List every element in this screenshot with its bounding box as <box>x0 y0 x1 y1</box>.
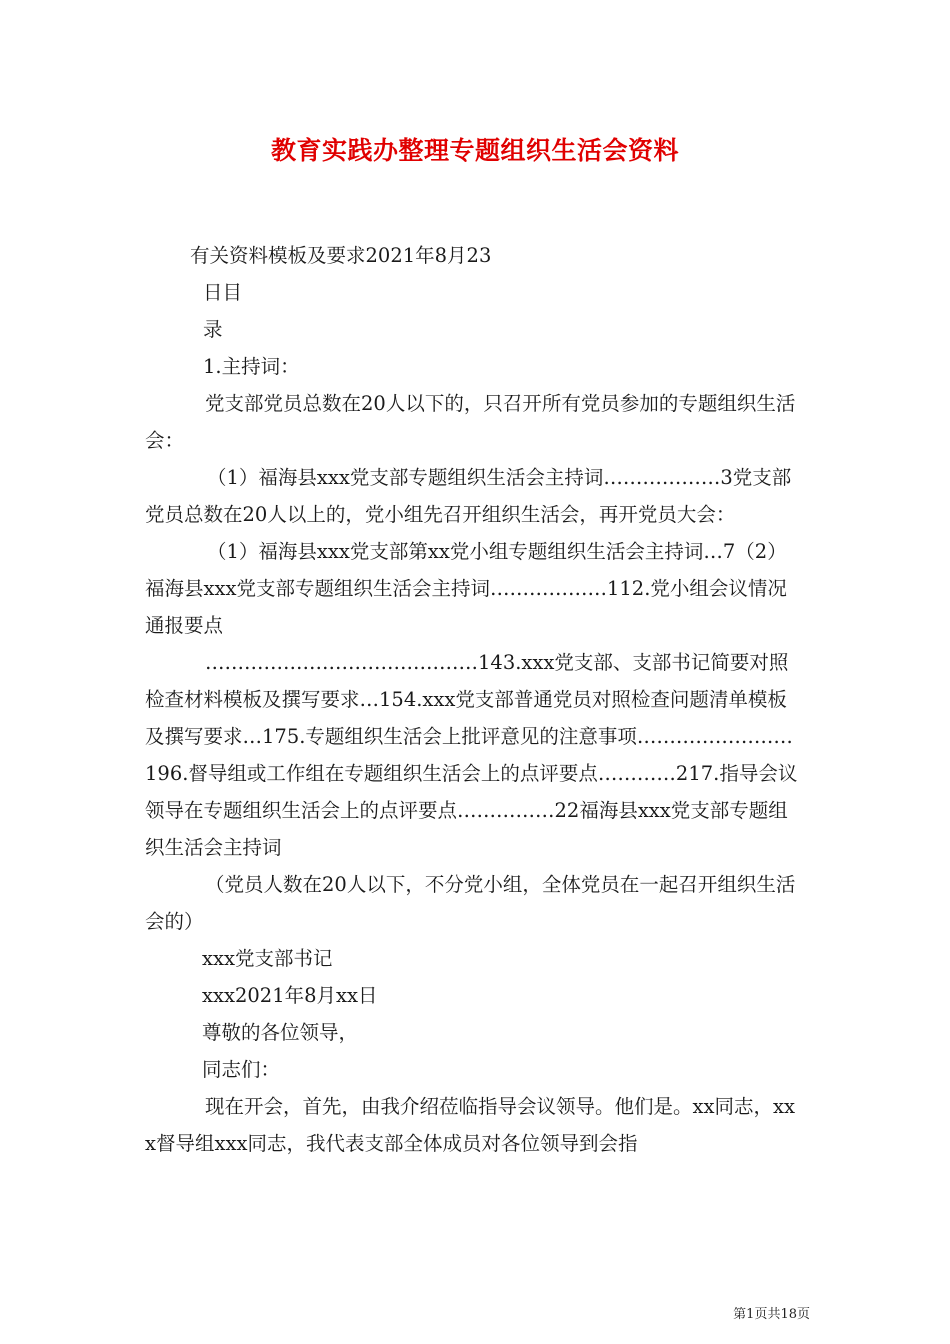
paragraph-toc-items-3-7: ……………………………………143.xxx党支部、支部书记简要对照检查材料模板及撰写要求…154.xxx党支部普通党员对照检查问题清单模板及撰写要求…175.专题组织生活会上批评意见的注意事项……………………196.督导组或工作组在专题组织生活会上的点评要点…………217.指导会议领导在专题组织生活会上的点评要点……………22福海县xxx党支部专题组织生活会主持词 <box>145 651 798 859</box>
paragraph-secretary: xxx党支部书记 <box>202 947 333 970</box>
paragraph-host-speech-heading: 1.主持词： <box>203 355 300 378</box>
paragraph-note: （党员人数在20人以下，不分党小组，全体党员在一起召开组织生活会的） <box>145 873 796 933</box>
paragraph-toc-item-1: （1）福海县xxx党支部专题组织生活会主持词………………3党支部党员总数在20人以上的，党小组先召开组织生活会，再开党员大会： <box>145 466 792 526</box>
paragraph-opening: 现在开会，首先，由我介绍莅临指导会议领导。他们是。xx同志，xxx督导组xxx同志，我代表支部全体成员对各位领导到会指 <box>145 1095 795 1155</box>
page-number: 第1页共18页 <box>733 1307 810 1322</box>
paragraph-under-20: 党支部党员总数在20人以下的，只召开所有党员参加的专题组织生活会： <box>145 392 796 452</box>
paragraph-toc-item-2: （1）福海县xxx党支部第xx党小组专题组织生活会主持词…7（2）福海县xxx党支部专题组织生活会主持词………………112.党小组会议情况通报要点 <box>145 540 787 637</box>
paragraph-date: xxx2021年8月xx日 <box>202 984 378 1007</box>
paragraph-date-day: 日目 <box>203 281 243 304</box>
paragraph-toc-heading: 录 <box>203 318 223 341</box>
document-title: 教育实践办整理专题组织生活会资料 <box>270 136 679 165</box>
paragraph-materials-intro: 有关资料模板及要求2021年8月23 <box>190 244 492 267</box>
paragraph-greeting: 尊敬的各位领导， <box>202 1021 359 1044</box>
paragraph-comrades: 同志们： <box>202 1058 281 1081</box>
document-body <box>145 237 805 1162</box>
